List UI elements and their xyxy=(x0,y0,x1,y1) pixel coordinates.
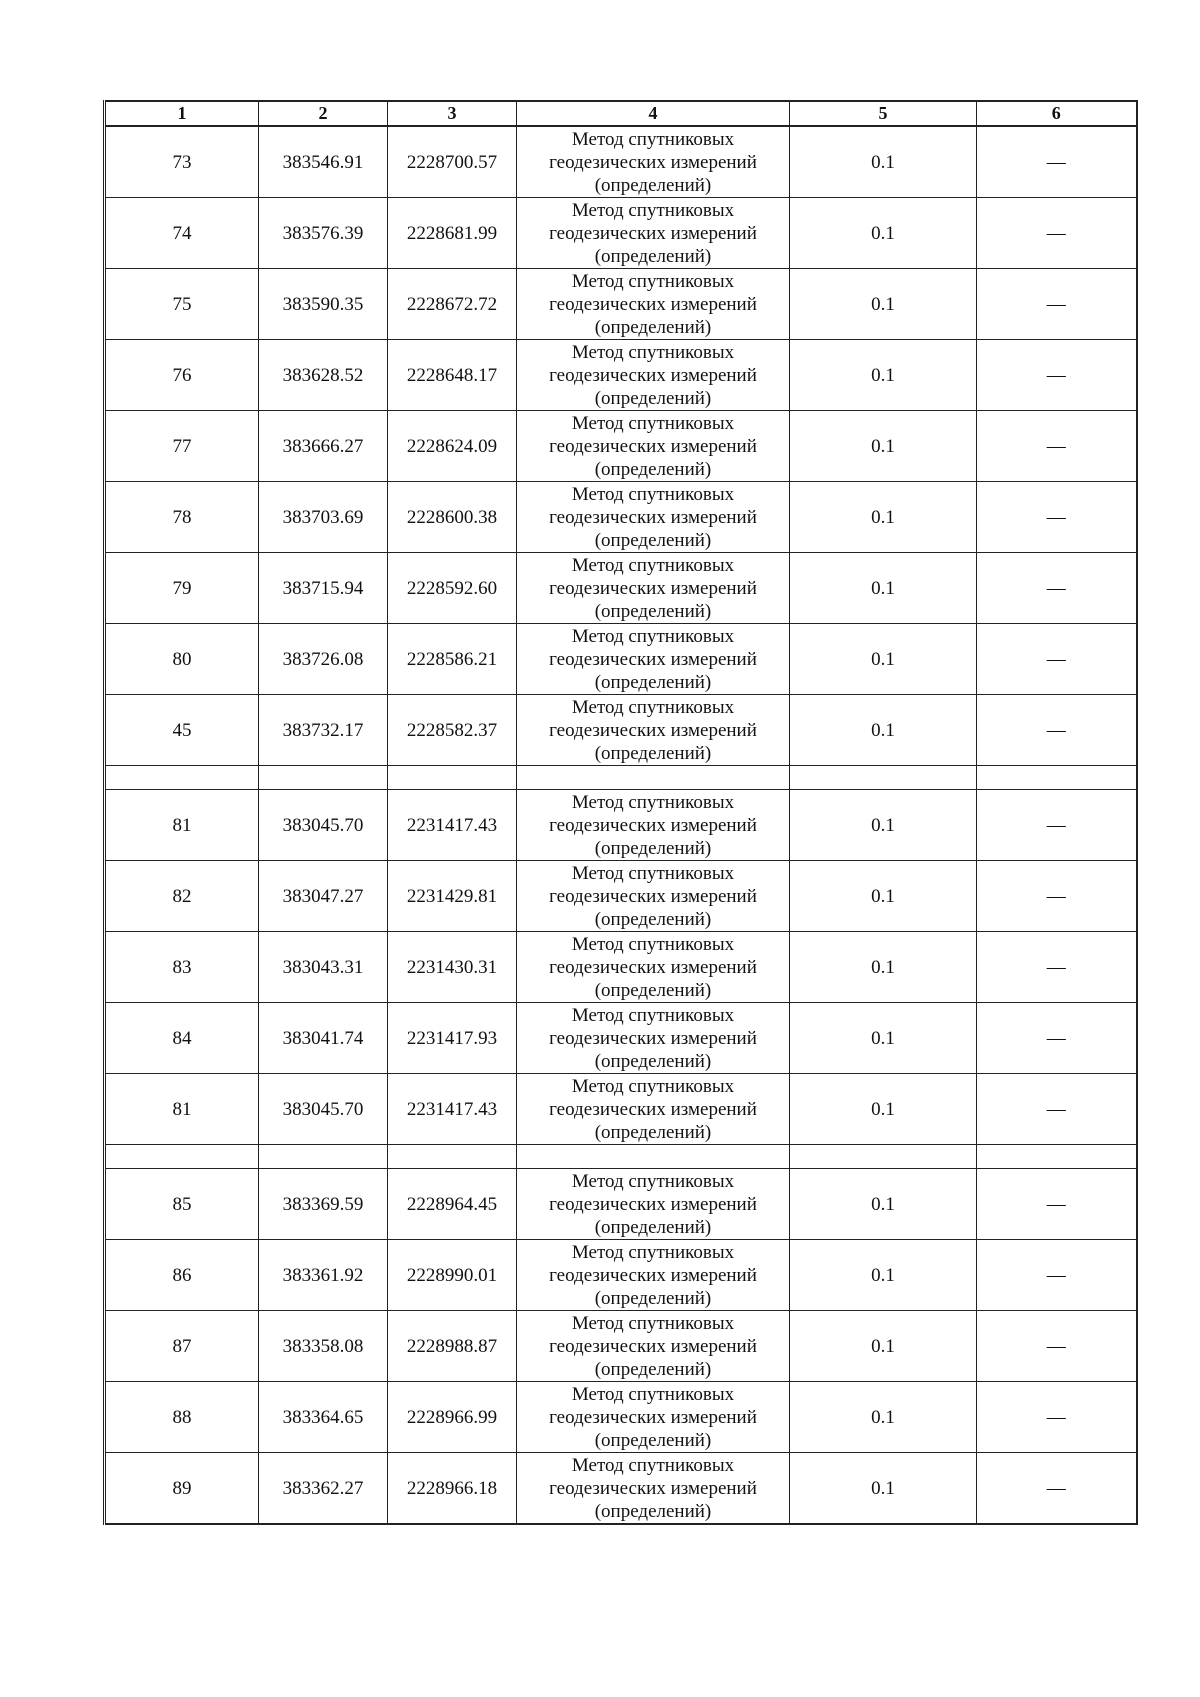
note-cell: — xyxy=(977,1003,1137,1074)
accuracy-cell: 0.1 xyxy=(790,198,977,269)
header-col-3: 3 xyxy=(388,101,517,126)
x-coordinate-cell: 383369.59 xyxy=(259,1169,388,1240)
accuracy-cell: 0.1 xyxy=(790,411,977,482)
x-coordinate-cell: 383576.39 xyxy=(259,198,388,269)
method-line: Метод спутниковых xyxy=(571,1383,735,1405)
y-coordinate-cell: 2231430.31 xyxy=(388,932,517,1003)
y-coordinate-cell: 2228582.37 xyxy=(388,695,517,766)
spacer-cell xyxy=(790,1145,977,1169)
note-cell: — xyxy=(977,624,1137,695)
note-cell: — xyxy=(977,553,1137,624)
y-coordinate-cell: 2228966.18 xyxy=(388,1453,517,1525)
method-line: (определений) xyxy=(594,1500,712,1522)
method-line: Метод спутниковых xyxy=(571,625,735,647)
spacer-cell xyxy=(517,766,790,790)
method-line: Метод спутниковых xyxy=(571,483,735,505)
accuracy-cell: 0.1 xyxy=(790,1240,977,1311)
method-line: Метод спутниковых xyxy=(571,1312,735,1334)
table-row xyxy=(105,340,1137,411)
note-cell: — xyxy=(977,1240,1137,1311)
method-line: Метод спутниковых xyxy=(571,1454,735,1476)
x-coordinate-cell: 383590.35 xyxy=(259,269,388,340)
point-number-cell: 74 xyxy=(105,198,259,269)
y-coordinate-cell: 2228966.99 xyxy=(388,1382,517,1453)
spacer-cell xyxy=(105,1145,259,1169)
method-line: (определений) xyxy=(594,387,712,409)
accuracy-cell: 0.1 xyxy=(790,1074,977,1145)
note-cell: — xyxy=(977,1074,1137,1145)
table-header xyxy=(105,101,1137,126)
table-row xyxy=(105,1453,1137,1525)
note-cell: — xyxy=(977,861,1137,932)
method-line: Метод спутниковых xyxy=(571,696,735,718)
note-cell: — xyxy=(977,790,1137,861)
method-line: (определений) xyxy=(594,979,712,1001)
accuracy-cell: 0.1 xyxy=(790,126,977,198)
method-line: (определений) xyxy=(594,1358,712,1380)
method-line: (определений) xyxy=(594,529,712,551)
x-coordinate-cell: 383045.70 xyxy=(259,1074,388,1145)
note-cell: — xyxy=(977,932,1137,1003)
accuracy-cell: 0.1 xyxy=(790,1003,977,1074)
table-row xyxy=(105,1169,1137,1240)
method-line: геодезических измерений xyxy=(549,1193,757,1215)
method-line: Метод спутниковых xyxy=(571,933,735,955)
spacer-cell xyxy=(259,766,388,790)
header-row xyxy=(105,101,1137,126)
point-number-cell: 80 xyxy=(105,624,259,695)
x-coordinate-cell: 383361.92 xyxy=(259,1240,388,1311)
method-line: Метод спутниковых xyxy=(571,341,735,363)
header-col-5: 5 xyxy=(790,101,977,126)
point-number-cell: 79 xyxy=(105,553,259,624)
method-cell xyxy=(517,790,790,861)
spacer-cell xyxy=(977,766,1137,790)
accuracy-cell: 0.1 xyxy=(790,695,977,766)
method-cell xyxy=(517,1074,790,1145)
method-line: (определений) xyxy=(594,1121,712,1143)
note-cell: — xyxy=(977,126,1137,198)
point-number-cell: 73 xyxy=(105,126,259,198)
y-coordinate-cell: 2228990.01 xyxy=(388,1240,517,1311)
method-line: геодезических измерений xyxy=(549,1477,757,1499)
y-coordinate-cell: 2228600.38 xyxy=(388,482,517,553)
accuracy-cell: 0.1 xyxy=(790,624,977,695)
table-row xyxy=(105,1074,1137,1145)
x-coordinate-cell: 383047.27 xyxy=(259,861,388,932)
point-number-cell: 81 xyxy=(105,790,259,861)
point-number-cell: 82 xyxy=(105,861,259,932)
method-line: геодезических измерений xyxy=(549,1264,757,1286)
method-line: геодезических измерений xyxy=(549,293,757,315)
method-line: Метод спутниковых xyxy=(571,1004,735,1026)
table-row xyxy=(105,1311,1137,1382)
method-line: геодезических измерений xyxy=(549,222,757,244)
method-line: Метод спутниковых xyxy=(571,1075,735,1097)
method-cell xyxy=(517,126,790,198)
y-coordinate-cell: 2228648.17 xyxy=(388,340,517,411)
y-coordinate-cell: 2231417.43 xyxy=(388,1074,517,1145)
x-coordinate-cell: 383041.74 xyxy=(259,1003,388,1074)
header-col-2: 2 xyxy=(259,101,388,126)
x-coordinate-cell: 383362.27 xyxy=(259,1453,388,1525)
method-cell xyxy=(517,411,790,482)
method-cell xyxy=(517,1169,790,1240)
method-line: (определений) xyxy=(594,671,712,693)
header-col-4: 4 xyxy=(517,101,790,126)
note-cell: — xyxy=(977,411,1137,482)
method-line: (определений) xyxy=(594,837,712,859)
table-row xyxy=(105,411,1137,482)
x-coordinate-cell: 383628.52 xyxy=(259,340,388,411)
method-line: (определений) xyxy=(594,908,712,930)
y-coordinate-cell: 2228624.09 xyxy=(388,411,517,482)
method-line: геодезических измерений xyxy=(549,885,757,907)
method-line: геодезических измерений xyxy=(549,151,757,173)
note-cell: — xyxy=(977,1453,1137,1525)
header-col-6: 6 xyxy=(977,101,1137,126)
note-cell: — xyxy=(977,1382,1137,1453)
table-row xyxy=(105,861,1137,932)
spacer-cell xyxy=(388,766,517,790)
point-number-cell: 86 xyxy=(105,1240,259,1311)
method-line: (определений) xyxy=(594,316,712,338)
point-number-cell: 85 xyxy=(105,1169,259,1240)
table-row xyxy=(105,198,1137,269)
accuracy-cell: 0.1 xyxy=(790,932,977,1003)
accuracy-cell: 0.1 xyxy=(790,1169,977,1240)
method-line: геодезических измерений xyxy=(549,1027,757,1049)
table-row xyxy=(105,624,1137,695)
method-line: геодезических измерений xyxy=(549,1406,757,1428)
y-coordinate-cell: 2228964.45 xyxy=(388,1169,517,1240)
method-line: Метод спутниковых xyxy=(571,128,735,150)
method-cell xyxy=(517,695,790,766)
table-row xyxy=(105,695,1137,766)
point-number-cell: 81 xyxy=(105,1074,259,1145)
note-cell: — xyxy=(977,1311,1137,1382)
method-line: (определений) xyxy=(594,1429,712,1451)
method-line: (определений) xyxy=(594,245,712,267)
y-coordinate-cell: 2231417.93 xyxy=(388,1003,517,1074)
header-col-1: 1 xyxy=(105,101,259,126)
spacer-row xyxy=(105,766,1137,790)
y-coordinate-cell: 2228681.99 xyxy=(388,198,517,269)
table-row xyxy=(105,1240,1137,1311)
point-number-cell: 77 xyxy=(105,411,259,482)
table-row xyxy=(105,482,1137,553)
method-line: (определений) xyxy=(594,1287,712,1309)
method-line: геодезических измерений xyxy=(549,364,757,386)
point-number-cell: 89 xyxy=(105,1453,259,1525)
method-line: геодезических измерений xyxy=(549,648,757,670)
accuracy-cell: 0.1 xyxy=(790,1382,977,1453)
point-number-cell: 84 xyxy=(105,1003,259,1074)
method-cell xyxy=(517,1240,790,1311)
y-coordinate-cell: 2228592.60 xyxy=(388,553,517,624)
y-coordinate-cell: 2228586.21 xyxy=(388,624,517,695)
x-coordinate-cell: 383364.65 xyxy=(259,1382,388,1453)
x-coordinate-cell: 383358.08 xyxy=(259,1311,388,1382)
spacer-cell xyxy=(977,1145,1137,1169)
table-row xyxy=(105,1382,1137,1453)
y-coordinate-cell: 2231417.43 xyxy=(388,790,517,861)
method-cell xyxy=(517,553,790,624)
x-coordinate-cell: 383043.31 xyxy=(259,932,388,1003)
accuracy-cell: 0.1 xyxy=(790,1453,977,1525)
note-cell: — xyxy=(977,269,1137,340)
spacer-row xyxy=(105,1145,1137,1169)
table-row xyxy=(105,126,1137,198)
method-cell xyxy=(517,482,790,553)
method-line: геодезических измерений xyxy=(549,1098,757,1120)
table-row xyxy=(105,932,1137,1003)
table-row xyxy=(105,1003,1137,1074)
y-coordinate-cell: 2228672.72 xyxy=(388,269,517,340)
method-line: (определений) xyxy=(594,600,712,622)
accuracy-cell: 0.1 xyxy=(790,1311,977,1382)
note-cell: — xyxy=(977,1169,1137,1240)
note-cell: — xyxy=(977,482,1137,553)
x-coordinate-cell: 383666.27 xyxy=(259,411,388,482)
coordinates-table xyxy=(103,100,1138,1525)
method-line: геодезических измерений xyxy=(549,435,757,457)
method-line: (определений) xyxy=(594,174,712,196)
method-cell xyxy=(517,198,790,269)
table-row xyxy=(105,269,1137,340)
x-coordinate-cell: 383703.69 xyxy=(259,482,388,553)
x-coordinate-cell: 383726.08 xyxy=(259,624,388,695)
accuracy-cell: 0.1 xyxy=(790,553,977,624)
method-line: Метод спутниковых xyxy=(571,554,735,576)
method-line: геодезических измерений xyxy=(549,814,757,836)
table-body xyxy=(105,126,1137,1524)
method-line: Метод спутниковых xyxy=(571,1170,735,1192)
method-line: (определений) xyxy=(594,1050,712,1072)
method-line: Метод спутниковых xyxy=(571,412,735,434)
method-line: Метод спутниковых xyxy=(571,199,735,221)
x-coordinate-cell: 383732.17 xyxy=(259,695,388,766)
spacer-cell xyxy=(259,1145,388,1169)
method-line: (определений) xyxy=(594,458,712,480)
accuracy-cell: 0.1 xyxy=(790,269,977,340)
point-number-cell: 75 xyxy=(105,269,259,340)
method-cell xyxy=(517,861,790,932)
method-line: геодезических измерений xyxy=(549,956,757,978)
spacer-cell xyxy=(790,766,977,790)
accuracy-cell: 0.1 xyxy=(790,340,977,411)
method-cell xyxy=(517,1311,790,1382)
method-cell xyxy=(517,1382,790,1453)
accuracy-cell: 0.1 xyxy=(790,790,977,861)
method-line: геодезических измерений xyxy=(549,1335,757,1357)
method-line: Метод спутниковых xyxy=(571,270,735,292)
y-coordinate-cell: 2228700.57 xyxy=(388,126,517,198)
method-line: Метод спутниковых xyxy=(571,862,735,884)
table-row xyxy=(105,553,1137,624)
method-line: Метод спутниковых xyxy=(571,1241,735,1263)
point-number-cell: 76 xyxy=(105,340,259,411)
method-cell xyxy=(517,340,790,411)
method-cell xyxy=(517,624,790,695)
accuracy-cell: 0.1 xyxy=(790,482,977,553)
table-row xyxy=(105,790,1137,861)
x-coordinate-cell: 383715.94 xyxy=(259,553,388,624)
y-coordinate-cell: 2231429.81 xyxy=(388,861,517,932)
point-number-cell: 45 xyxy=(105,695,259,766)
spacer-cell xyxy=(388,1145,517,1169)
method-cell xyxy=(517,1003,790,1074)
method-line: (определений) xyxy=(594,742,712,764)
point-number-cell: 83 xyxy=(105,932,259,1003)
point-number-cell: 88 xyxy=(105,1382,259,1453)
note-cell: — xyxy=(977,198,1137,269)
method-line: геодезических измерений xyxy=(549,577,757,599)
accuracy-cell: 0.1 xyxy=(790,861,977,932)
spacer-cell xyxy=(105,766,259,790)
method-line: геодезических измерений xyxy=(549,719,757,741)
method-cell xyxy=(517,1453,790,1525)
spacer-cell xyxy=(517,1145,790,1169)
method-cell xyxy=(517,932,790,1003)
x-coordinate-cell: 383045.70 xyxy=(259,790,388,861)
method-cell xyxy=(517,269,790,340)
y-coordinate-cell: 2228988.87 xyxy=(388,1311,517,1382)
method-line: (определений) xyxy=(594,1216,712,1238)
note-cell: — xyxy=(977,695,1137,766)
method-line: Метод спутниковых xyxy=(571,791,735,813)
x-coordinate-cell: 383546.91 xyxy=(259,126,388,198)
note-cell: — xyxy=(977,340,1137,411)
point-number-cell: 78 xyxy=(105,482,259,553)
point-number-cell: 87 xyxy=(105,1311,259,1382)
method-line: геодезических измерений xyxy=(549,506,757,528)
